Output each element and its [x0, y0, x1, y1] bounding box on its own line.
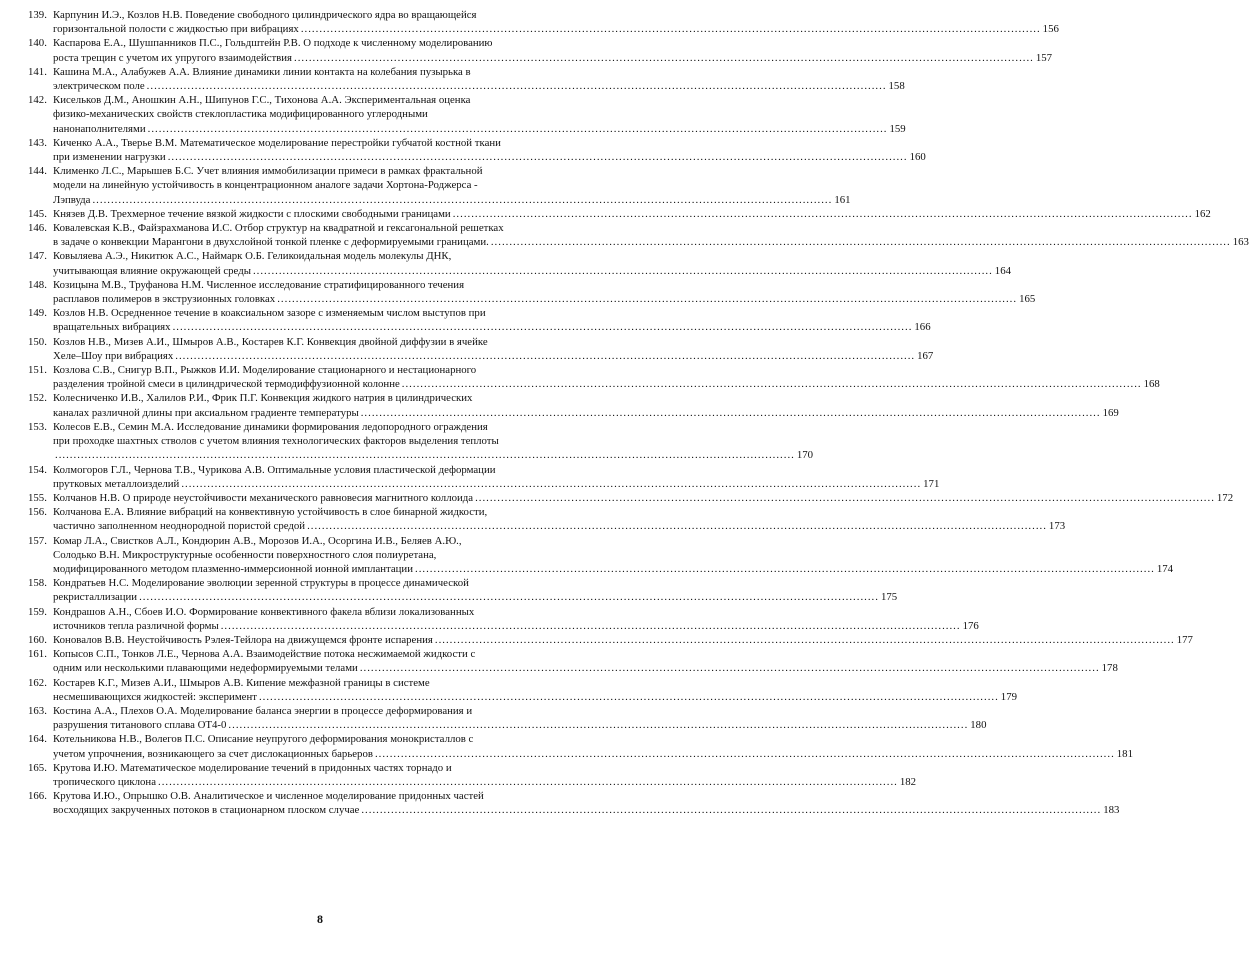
entry-text [53, 207, 1211, 221]
entry-last-line [53, 235, 1249, 249]
dot-leader [307, 519, 1047, 533]
entry-text [53, 647, 1118, 675]
dot-leader [402, 377, 1142, 391]
entry-line: Копысов С.П., Тонков Л.Е., Чернова А.А. Взаимодействие потока несжимаемой жидкости с [53, 648, 476, 661]
entry-last-line [53, 207, 1211, 221]
toc-entry [28, 732, 1133, 760]
entry-last-line [53, 349, 934, 363]
toc-entry [28, 633, 1193, 647]
dot-leader [168, 150, 908, 164]
entry-text [53, 306, 931, 334]
entry-line: разрушения титанового сплава ОТ4-0 [53, 719, 227, 732]
entry-text [53, 463, 940, 491]
entry-page-number: 164 [994, 264, 1011, 277]
dot-leader [277, 292, 1017, 306]
entry-page-number: 168 [1143, 378, 1160, 391]
entry-line: одним или несколькими плавающими недеформируемыми телами [53, 662, 358, 675]
entry-number: 164. [28, 733, 47, 746]
entry-number: 146. [28, 222, 47, 235]
dot-leader [173, 320, 913, 334]
entry-last-line [53, 122, 906, 136]
entry-last-line [53, 590, 898, 604]
toc-entry [28, 249, 1011, 277]
entry-line: прутковых металлоизделий [53, 477, 180, 490]
entry-last-line [53, 406, 1119, 420]
entry-line: Кондрашов А.Н., Сбоев И.О. Формирование конвективного факела вблизи локализованных [53, 605, 475, 618]
entry-line: Колесниченко И.В., Халилов Р.И., Фрик П.Г. Конвекция жидкого натрия в цилиндрических [53, 392, 473, 405]
entry-line: Колчанова Е.А. Влияние вибраций на конвективную устойчивость в слое бинарной жидкости, [53, 506, 488, 519]
entry-number: 141. [28, 65, 47, 78]
entry-page-number: 174 [1156, 562, 1174, 575]
entry-line: Кисельков Д.М., Аношкин А.Н., Шипунов Г.С., Тихонова А.А. Экспериментальная оценка [53, 94, 471, 107]
entry-page-number: 170 [796, 449, 814, 462]
entry-line: роста трещин с учетом их упругого взаимодействия [53, 51, 293, 64]
entry-line: при проходке шахтных стволов с учетом влияния технологических факторов выделения теплоты [53, 435, 499, 448]
entry-last-line [53, 633, 1193, 647]
entry-page-number: 177 [1176, 633, 1193, 646]
entry-line: рекристаллизации [53, 591, 138, 604]
entry-text [53, 534, 1174, 577]
entry-line: Козлов Н.В., Мизев А.И., Шмыров А.В., Костарев К.Г. Конвекция двойной диффузии в ячейке [53, 335, 488, 348]
entry-line: Котельникова Н.В., Волегов П.С. Описание неупругого деформирования монокристаллов с [53, 733, 474, 746]
entry-page-number: 161 [834, 193, 851, 206]
toc-entry [28, 704, 987, 732]
entry-number: 142. [28, 94, 47, 107]
entry-text [53, 221, 1249, 249]
entry-number: 152. [28, 392, 47, 405]
dot-leader [228, 718, 968, 732]
entry-line: Колесов Е.В., Семин М.А. Исследование динамики формирования ледопородного ограждения [53, 420, 488, 433]
entry-number: 149. [28, 307, 47, 320]
entry-number: 165. [28, 761, 47, 774]
entry-number: 158. [28, 577, 47, 590]
entry-text [53, 704, 987, 732]
entry-line: модели на линейную устойчивость в концентрационном аналоге задачи Хортона-Роджерса - [53, 179, 478, 192]
entry-text [53, 633, 1193, 647]
entry-number: 147. [28, 250, 47, 263]
toc-entry [28, 463, 940, 491]
entry-page-number: 178 [1101, 662, 1118, 675]
entry-line: Ковалевская К.В., Файзрахманова И.С. Отбор структур на квадратной и гексагональной решетках [53, 222, 504, 235]
entry-text [53, 761, 917, 789]
entry-page-number: 179 [1000, 690, 1017, 703]
entry-line: Козлова С.В., Снигур В.П., Рыжков И.И. Моделирование стационарного и нестационарного [53, 364, 477, 377]
entry-line: Клименко Л.С., Марышев Б.С. Учет влияния иммобилизации примеси в рамках фрактальной [53, 165, 483, 178]
entry-last-line [53, 619, 979, 633]
entry-number: 155. [28, 491, 47, 504]
entry-line: нанонаполнителями [53, 122, 146, 135]
dot-leader [415, 562, 1155, 576]
entry-text [53, 505, 1066, 533]
dot-leader [148, 122, 888, 136]
entry-number: 161. [28, 648, 47, 661]
dot-leader [147, 79, 887, 93]
entry-line: учитывающая влияние окружающей среды [53, 264, 251, 277]
entry-page-number: 175 [880, 591, 898, 604]
entry-number: 145. [28, 207, 47, 220]
toc-entry [28, 335, 934, 363]
dot-leader [361, 406, 1101, 420]
entry-line: в задаче о конвекции Марангони в двухслойной тонкой пленке с деформируемыми границами. [53, 236, 489, 249]
entry-page-number: 167 [917, 349, 934, 362]
dot-leader [294, 51, 1034, 65]
entry-line: несмешивающихся жидкостей: эксперимент [53, 690, 257, 703]
entry-number: 148. [28, 278, 47, 291]
entry-text [53, 335, 934, 363]
entry-line: Козицына М.В., Труфанова Н.М. Численное исследование стратифицированного течения [53, 278, 465, 291]
entry-line: Киченко А.А., Тверье В.М. Математическое моделирование перестройки губчатой костной ткани [53, 136, 501, 149]
dot-leader [92, 193, 832, 207]
entry-number: 162. [28, 676, 47, 689]
entry-page-number: 180 [970, 719, 987, 732]
toc-entry [28, 676, 1017, 704]
entry-line: Каспарова Е.А., Шушпанников П.С., Гольдштейн Р.В. О подходе к численному моделированию [53, 37, 493, 50]
entry-line: Карпунин И.Э., Козлов Н.В. Поведение свободного цилиндрического ядра во вращающейся [53, 9, 477, 21]
entry-number: 160. [28, 633, 47, 646]
entry-text [53, 732, 1133, 760]
toc-entry [28, 647, 1118, 675]
toc-entry [28, 306, 931, 334]
toc-entry [28, 534, 1174, 577]
entry-line: Костина А.А., Плехов О.А. Моделирование баланса энергии в процессе деформирования и [53, 704, 473, 717]
entry-line: Кондратьев Н.С. Моделирование эволюции зеренной структуры в процессе динамической [53, 577, 469, 590]
dot-leader [475, 491, 1215, 505]
entry-last-line [53, 803, 1120, 817]
entry-text [53, 93, 906, 136]
entry-number: 139. [28, 9, 47, 21]
entry-last-line [53, 150, 926, 164]
entry-last-line [53, 292, 1036, 306]
entry-text [53, 36, 1053, 64]
entry-text [53, 363, 1160, 391]
entry-last-line [53, 562, 1174, 576]
entry-line: физико-механических свойств стеклопластика модифицированного углеродными [53, 108, 428, 121]
dot-leader [253, 264, 993, 278]
dot-leader [435, 633, 1175, 647]
dot-leader [181, 477, 921, 491]
entry-number: 154. [28, 463, 47, 476]
entry-line: Хеле–Шоу при вибрациях [53, 349, 174, 362]
dot-leader [360, 661, 1100, 675]
toc-entry [28, 36, 1053, 64]
entry-page-number: 157 [1035, 51, 1053, 64]
entry-text [53, 391, 1119, 419]
entry-text [53, 491, 1234, 505]
entry-last-line [53, 661, 1118, 675]
entry-last-line [53, 775, 917, 789]
entry-last-line [53, 491, 1234, 505]
dot-leader [259, 690, 999, 704]
entry-page-number: 166 [914, 321, 931, 334]
entry-line: Солодько В.Н. Микроструктурные особенности поверхностного слоя полиуретана, [53, 548, 437, 561]
dot-leader [453, 207, 1193, 221]
toc-entry [28, 93, 906, 136]
entry-last-line [53, 377, 1160, 391]
entry-line: Крутова И.Ю., Опрышко О.В. Аналитическое и численное моделирование придонных частей [53, 790, 484, 803]
entry-page-number: 172 [1216, 491, 1234, 504]
dot-leader [55, 448, 795, 462]
entry-number: 163. [28, 704, 47, 717]
entry-page-number: 171 [923, 477, 940, 490]
entry-number: 151. [28, 364, 47, 377]
entry-last-line [53, 747, 1133, 761]
entry-text [53, 278, 1036, 306]
entry-line: Ковыляева А.Э., Никитюк А.С., Наймарк О.Б. Геликоидальная модель молекулы ДНК, [53, 250, 452, 263]
toc-entry [28, 576, 898, 604]
entry-line: Колчанов Н.В. О природе неустойчивости механического равновесия магнитного коллоида [53, 491, 474, 504]
entry-page-number: 163 [1232, 236, 1249, 249]
entry-number: 166. [28, 790, 47, 803]
toc-entry [28, 363, 1160, 391]
entry-line: модифицированного методом плазменно-иммерсионной ионной имплантации [53, 562, 413, 575]
entry-line: Комар Л.А., Свистков А.Л., Кондюрин А.В., Морозов И.А., Осоргина И.В., Беляев А.Ю., [53, 534, 462, 547]
entry-number: 140. [28, 37, 47, 50]
entry-page-number: 159 [889, 122, 906, 135]
entry-text [53, 65, 905, 93]
entry-text [53, 576, 898, 604]
dot-leader [175, 349, 915, 363]
entry-page-number: 156 [1042, 23, 1059, 36]
entry-number: 144. [28, 165, 47, 178]
toc-entry [28, 164, 851, 207]
entry-line: горизонтальной полости с жидкостью при вибрациях [53, 23, 299, 36]
entry-last-line [53, 320, 931, 334]
entry-line: Колмогоров Г.Л., Чернова Т.В., Чурикова А.В. Оптимальные условия пластической деформации [53, 463, 496, 476]
toc-entry [28, 491, 1234, 505]
entry-page-number: 165 [1019, 293, 1036, 306]
entry-last-line [53, 51, 1053, 65]
entry-text [53, 605, 979, 633]
toc-entry [28, 605, 979, 633]
entry-number: 159. [28, 605, 47, 618]
entry-line: электрическом поле [53, 80, 145, 93]
toc-entry [28, 391, 1119, 419]
entry-last-line [53, 519, 1066, 533]
toc-entry [28, 789, 1120, 817]
entry-number: 153. [28, 420, 47, 433]
entry-line: учетом упрочнения, возникающего за счет дислокационных барьеров [53, 747, 373, 760]
entry-last-line [53, 193, 851, 207]
table-of-contents [28, 8, 1249, 818]
entry-text [53, 8, 1059, 36]
entry-text [53, 789, 1120, 817]
entry-page-number: 182 [899, 775, 917, 788]
toc-entry [28, 136, 926, 164]
entry-line: тропического циклона [53, 775, 156, 788]
entry-line: при изменении нагрузки [53, 151, 166, 164]
toc-entry [28, 65, 905, 93]
entry-number: 156. [28, 506, 47, 519]
entry-line: расплавов полимеров в экструзионных головках [53, 293, 276, 306]
dot-leader [221, 619, 961, 633]
dot-leader [491, 235, 1231, 249]
entry-last-line [53, 718, 987, 732]
entry-line: частично заполненном неоднородной пористой средой [53, 520, 306, 533]
entry-text [53, 249, 1011, 277]
dot-leader [375, 747, 1115, 761]
entry-number: 143. [28, 136, 47, 149]
entry-page-number: 158 [888, 80, 905, 93]
toc-entry [28, 8, 1059, 36]
page-number: 8 [317, 912, 323, 926]
entry-page-number: 160 [909, 151, 926, 164]
entry-line: Коновалов В.В. Неустойчивость Рэлея-Тейлора на движущемся фронте испарения [53, 633, 433, 646]
entry-line: Костарев К.Г., Мизев А.И., Шмыров А.В. Кипение межфазной границы в системе [53, 676, 430, 689]
entry-last-line [53, 448, 814, 462]
entry-line: Крутова И.Ю. Математическое моделирование течений в придонных частях торнадо и [53, 761, 452, 774]
dot-leader [301, 22, 1041, 36]
entry-last-line [53, 477, 940, 491]
entry-line: каналах различной длины при аксиальном градиенте температуры [53, 406, 359, 419]
entry-line: Кашина М.А., Алабужев А.А. Влияние динамики линии контакта на колебания пузырька в [53, 65, 471, 78]
entry-last-line [53, 79, 905, 93]
entry-last-line [53, 264, 1011, 278]
toc-entry [28, 505, 1066, 533]
entry-text [53, 420, 814, 463]
entry-text [53, 164, 851, 207]
entry-line: Князев Д.В. Трехмерное течение вязкой жидкости с плоскими свободными границами [53, 207, 451, 220]
entry-page-number: 162 [1194, 207, 1211, 220]
entry-page-number: 181 [1116, 747, 1133, 760]
dot-leader [361, 803, 1101, 817]
entry-number: 150. [28, 335, 47, 348]
entry-page-number: 169 [1102, 406, 1119, 419]
entry-line: восходящих закрученных потоков в стационарном плоском случае [53, 804, 360, 817]
toc-entry [28, 278, 1036, 306]
toc-entry [28, 420, 814, 463]
dot-leader [139, 590, 879, 604]
entry-page-number: 176 [962, 619, 979, 632]
entry-line: Козлов Н.В. Осредненное течение в коаксиальном зазоре с изменяемым числом выступов при [53, 307, 486, 320]
entry-line: вращательных вибрациях [53, 321, 171, 334]
dot-leader [158, 775, 898, 789]
entry-page-number: 183 [1103, 804, 1120, 817]
toc-entry [28, 207, 1211, 221]
toc-entry [28, 761, 917, 789]
entry-line: разделения тройной смеси в цилиндрической термодиффузионной колонне [53, 378, 400, 391]
entry-text [53, 676, 1017, 704]
entry-last-line [53, 690, 1017, 704]
toc-entry [28, 221, 1249, 249]
entry-last-line [53, 22, 1059, 36]
entry-line: Лэпвуда [53, 193, 91, 206]
entry-line: источников тепла различной формы [53, 619, 219, 632]
entry-number: 157. [28, 534, 47, 547]
entry-page-number: 173 [1048, 520, 1066, 533]
entry-text [53, 136, 926, 164]
